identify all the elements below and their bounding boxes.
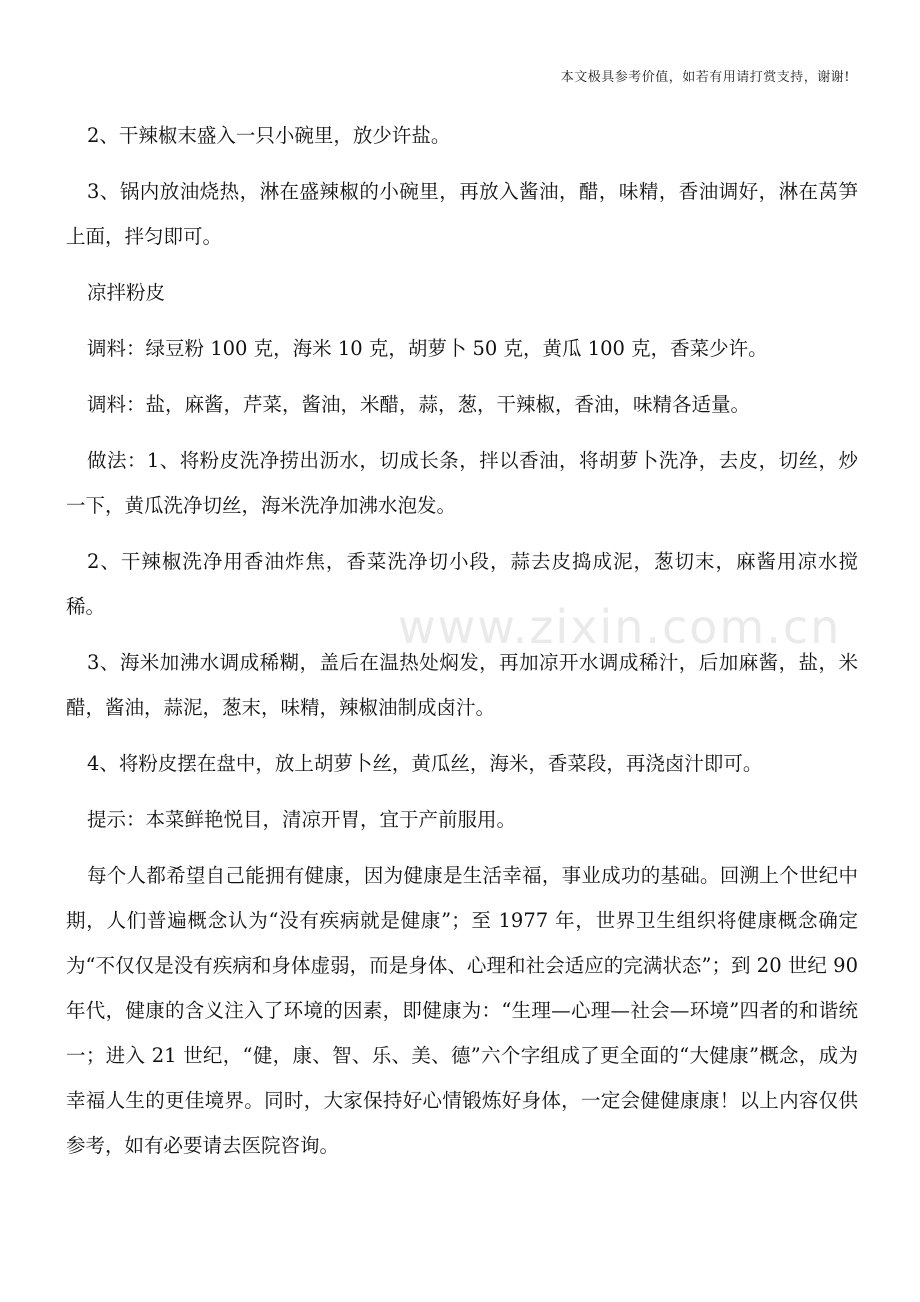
tip-paragraph: 提示：本菜鲜艳悦目，清凉开胃，宜于产前服用。 [87, 808, 517, 831]
method-paragraph: 做法：1、将粉皮洗净捞出沥水，切成长条，拌以香油，将胡萝卜洗净，去皮，切丝，炒一下，黄瓜洗净切丝，海米洗净加沸水泡发。 [66, 449, 858, 517]
method-step-4-paragraph: 4、将粉皮摆在盘中，放上胡萝卜丝，黄瓜丝，海米，香菜段，再浇卤汁即可。 [87, 752, 763, 775]
step-2-paragraph: 2、干辣椒末盛入一只小碗里，放少许盐。 [87, 124, 451, 147]
watermark: www.zixin.com.cn [398, 600, 842, 654]
health-paragraph: 每个人都希望自己能拥有健康，因为健康是生活幸福，事业成功的基础。回溯上个世纪中期，人们普遍概念认为“没有疾病就是健康”；至 1977 年，世界卫生组织将健康概念确定为“不仅仅是没有疾病和身体虚弱，而是身体、心理和社会适应的完满状态”；到 20 世纪 90 年代，健康的含义注入了环境的因素，即健康为：“生理—心理—社会—环境”四者的和谐统一；进入 21 世纪，“健，康、智、乐、美、德”六个字组成了更全面的“大健康”概念，成为幸福人生的更佳境界。同时，大家保持好心情锻炼好身体，一定会健健康康！以上内容仅供参考，如有必要请去医院咨询。 [66, 864, 858, 1157]
method-step-2-paragraph: 2、干辣椒洗净用香油炸焦，香菜洗净切小段，蒜去皮捣成泥，葱切末，麻酱用凉水搅稀。 [66, 550, 858, 618]
seasonings-paragraph: 调料：盐，麻酱，芹菜，酱油，米醋，蒜，葱，干辣椒，香油，味精各适量。 [87, 393, 751, 416]
ingredients-paragraph: 调料：绿豆粉 100 克，海米 10 克，胡萝卜 50 克，黄瓜 100 克，香菜少许。 [87, 337, 768, 360]
header-note: 本文极具参考价值，如若有用请打赏支持，谢谢! [560, 70, 850, 85]
recipe-title: 凉拌粉皮 [87, 281, 166, 304]
step-3-paragraph: 3、锅内放油烧热，淋在盛辣椒的小碗里，再放入酱油，醋，味精，香油调好，淋在莴笋上面，拌匀即可。 [66, 180, 858, 248]
document-body [66, 113, 858, 1179]
method-step-3-paragraph: 3、海米加沸水调成稀糊，盖后在温热处焖发，再加凉开水调成稀汁，后加麻酱，盐，米醋，酱油，蒜泥，葱末，味精，辣椒油制成卤汁。 [66, 651, 858, 719]
